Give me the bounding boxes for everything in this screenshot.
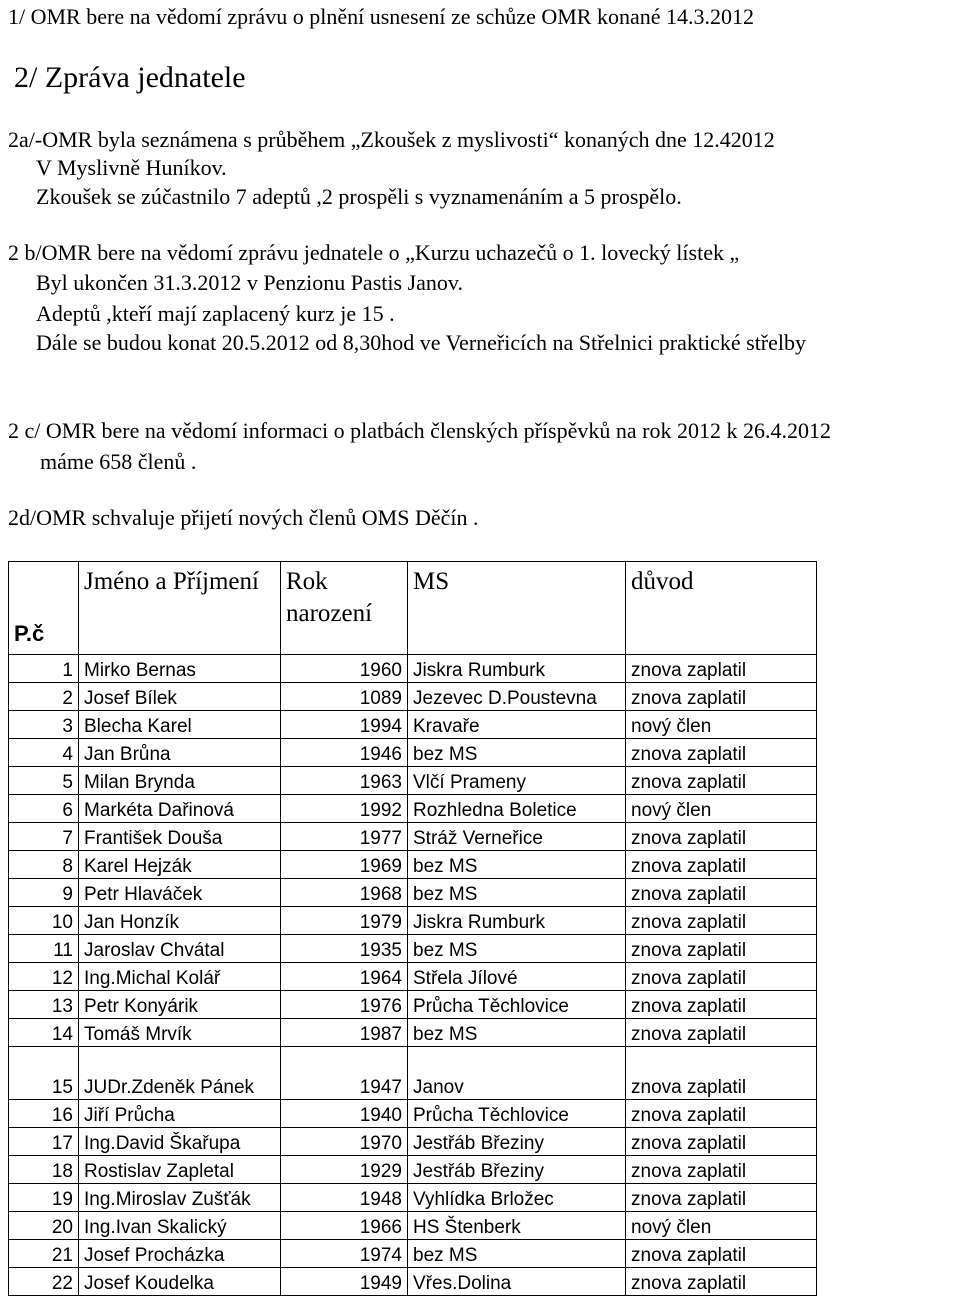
member-name: Ing.Ivan Skalický [79, 1212, 281, 1240]
member-reason: znova zaplatil [626, 823, 817, 851]
member-name: Rostislav Zapletal [79, 1156, 281, 1184]
section-2-heading: 2/ Zpráva jednatele [14, 61, 246, 94]
header-ms: MS [408, 562, 626, 655]
member-reason: nový člen [626, 1212, 817, 1240]
member-reason: znova zaplatil [626, 655, 817, 683]
row-number: 21 [9, 1240, 79, 1268]
member-reason: znova zaplatil [626, 879, 817, 907]
new-members-table [8, 561, 817, 1296]
member-name: Tomáš Mrvík [79, 1019, 281, 1047]
member-ms: bez MS [408, 1240, 626, 1268]
member-ms: bez MS [408, 935, 626, 963]
member-name: Jan Brůna [79, 739, 281, 767]
member-reason: znova zaplatil [626, 1019, 817, 1047]
member-ms: Kravaře [408, 711, 626, 739]
member-ms: Janov [408, 1047, 626, 1100]
row-number: 22 [9, 1268, 79, 1296]
item-2c-text: 2 c/ OMR bere na vědomí informaci o platbách členských příspěvků na rok 2012 k 26.4.2012 [8, 418, 831, 443]
table-row [9, 1019, 817, 1047]
member-reason: znova zaplatil [626, 739, 817, 767]
birth-year: 1940 [281, 1100, 408, 1128]
member-reason: nový člen [626, 795, 817, 823]
table-row [9, 935, 817, 963]
row-number: 15 [9, 1047, 79, 1100]
birth-year: 1947 [281, 1047, 408, 1100]
member-name: Petr Hlaváček [79, 879, 281, 907]
item-2b-text: 2 b/OMR bere na vědomí zprávu jednatele o „Kurzu uchazečů o 1. lovecký lístek „ [8, 240, 740, 265]
table-row [9, 1100, 817, 1128]
member-ms: Jiskra Rumburk [408, 907, 626, 935]
table-row [9, 963, 817, 991]
member-name: Jiří Průcha [79, 1100, 281, 1128]
birth-year: 1960 [281, 655, 408, 683]
table-row [9, 711, 817, 739]
table-row [9, 655, 817, 683]
row-number: 12 [9, 963, 79, 991]
member-reason: znova zaplatil [626, 1268, 817, 1296]
birth-year: 1976 [281, 991, 408, 1019]
birth-year: 1970 [281, 1128, 408, 1156]
member-ms: bez MS [408, 879, 626, 907]
member-name: Ing.David Škařupa [79, 1128, 281, 1156]
birth-year: 1994 [281, 711, 408, 739]
member-ms: Jestřáb Březiny [408, 1156, 626, 1184]
member-ms: bez MS [408, 739, 626, 767]
member-reason: znova zaplatil [626, 851, 817, 879]
member-name: Josef Bílek [79, 683, 281, 711]
member-ms: bez MS [408, 1019, 626, 1047]
row-number: 18 [9, 1156, 79, 1184]
birth-year: 1948 [281, 1184, 408, 1212]
member-reason: znova zaplatil [626, 683, 817, 711]
table-row [9, 795, 817, 823]
table-header-row [9, 562, 817, 655]
table-row [9, 1156, 817, 1184]
item-2d-text: 2d/OMR schvaluje přijetí nových členů OMS Děčín . [8, 505, 479, 530]
member-reason: znova zaplatil [626, 1240, 817, 1268]
member-reason: nový člen [626, 711, 817, 739]
table-row [9, 991, 817, 1019]
birth-year: 1929 [281, 1156, 408, 1184]
member-ms: Jestřáb Březiny [408, 1128, 626, 1156]
birth-year: 1987 [281, 1019, 408, 1047]
birth-year: 1979 [281, 907, 408, 935]
table-row [9, 1240, 817, 1268]
birth-year: 1946 [281, 739, 408, 767]
item-2a-location: V Myslivně Huníkov. [36, 155, 227, 180]
member-name: Jaroslav Chvátal [79, 935, 281, 963]
table-row [9, 1212, 817, 1240]
member-ms: Rozhledna Boletice [408, 795, 626, 823]
birth-year: 1969 [281, 851, 408, 879]
member-ms: Stráž Verneřice [408, 823, 626, 851]
member-reason: znova zaplatil [626, 991, 817, 1019]
member-ms: bez MS [408, 851, 626, 879]
member-reason: znova zaplatil [626, 1184, 817, 1212]
row-number: 20 [9, 1212, 79, 1240]
member-ms: Střela Jílové [408, 963, 626, 991]
row-number: 10 [9, 907, 79, 935]
item-2b-next: Dále se budou konat 20.5.2012 od 8,30hod ve Verneřicích na Střelnici praktické střelby [36, 330, 807, 355]
member-reason: znova zaplatil [626, 1100, 817, 1128]
header-reason: důvod [626, 562, 817, 655]
birth-year: 1964 [281, 963, 408, 991]
member-reason: znova zaplatil [626, 1047, 817, 1100]
member-reason: znova zaplatil [626, 963, 817, 991]
birth-year: 1935 [281, 935, 408, 963]
table-row [9, 823, 817, 851]
header-number: P.č [9, 562, 79, 655]
item-2a-text: 2a/-OMR byla seznámena s průběhem „Zkoušek z myslivosti“ konaných dne 12.42012 [8, 127, 775, 152]
birth-year: 1974 [281, 1240, 408, 1268]
member-ms: Vyhlídka Brložec [408, 1184, 626, 1212]
row-number: 3 [9, 711, 79, 739]
item-2a-result: Zkoušek se zúčastnilo 7 adeptů ,2 prospěli s vyznamenáním a 5 prospělo. [36, 184, 682, 209]
member-ms: Vřes.Dolina [408, 1268, 626, 1296]
item-1-text: 1/ OMR bere na vědomí zprávu o plnění usnesení ze schůze OMR konané 14.3.2012 [8, 4, 754, 29]
birth-year: 1968 [281, 879, 408, 907]
table-row [9, 879, 817, 907]
member-ms: Průcha Těchlovice [408, 991, 626, 1019]
row-number: 13 [9, 991, 79, 1019]
member-reason: znova zaplatil [626, 1156, 817, 1184]
row-number: 19 [9, 1184, 79, 1212]
member-reason: znova zaplatil [626, 935, 817, 963]
row-number: 17 [9, 1128, 79, 1156]
row-number: 7 [9, 823, 79, 851]
row-number: 11 [9, 935, 79, 963]
member-name: Ing.Michal Kolář [79, 963, 281, 991]
member-name: Petr Konyárik [79, 991, 281, 1019]
row-number: 16 [9, 1100, 79, 1128]
member-reason: znova zaplatil [626, 907, 817, 935]
row-number: 4 [9, 739, 79, 767]
member-name: Josef Koudelka [79, 1268, 281, 1296]
table-row [9, 739, 817, 767]
birth-year: 1963 [281, 767, 408, 795]
table-row [9, 1128, 817, 1156]
member-name: Milan Brynda [79, 767, 281, 795]
member-ms: HS Štenberk [408, 1212, 626, 1240]
member-ms: Vlčí Prameny [408, 767, 626, 795]
row-number: 6 [9, 795, 79, 823]
table-row [9, 851, 817, 879]
item-2b-count: Adeptů ,kteří mají zaplacený kurz je 15 . [36, 301, 395, 326]
member-name: Ing.Miroslav Zušťák [79, 1184, 281, 1212]
member-reason: znova zaplatil [626, 1128, 817, 1156]
row-number: 9 [9, 879, 79, 907]
row-number: 2 [9, 683, 79, 711]
member-name: JUDr.Zdeněk Pánek [79, 1047, 281, 1100]
row-number: 8 [9, 851, 79, 879]
header-birth-year: Rok narození [281, 562, 408, 655]
row-number: 14 [9, 1019, 79, 1047]
birth-year: 1977 [281, 823, 408, 851]
table-row [9, 1268, 817, 1296]
row-number: 1 [9, 655, 79, 683]
table-row [9, 683, 817, 711]
header-name: Jméno a Příjmení [79, 562, 281, 655]
row-number: 5 [9, 767, 79, 795]
birth-year: 1966 [281, 1212, 408, 1240]
table-row [9, 1184, 817, 1212]
member-name: Markéta Dařinová [79, 795, 281, 823]
table-row [9, 767, 817, 795]
member-name: Josef Procházka [79, 1240, 281, 1268]
member-ms: Jiskra Rumburk [408, 655, 626, 683]
member-reason: znova zaplatil [626, 767, 817, 795]
member-name: Blecha Karel [79, 711, 281, 739]
member-ms: Průcha Těchlovice [408, 1100, 626, 1128]
member-name: Karel Hejzák [79, 851, 281, 879]
birth-year: 1992 [281, 795, 408, 823]
item-2b-ended: Byl ukončen 31.3.2012 v Penzionu Pastis Janov. [36, 270, 463, 295]
member-name: František Douša [79, 823, 281, 851]
table-row [9, 1047, 817, 1100]
table-row [9, 907, 817, 935]
member-name: Mirko Bernas [79, 655, 281, 683]
birth-year: 1089 [281, 683, 408, 711]
member-ms: Jezevec D.Poustevna [408, 683, 626, 711]
birth-year: 1949 [281, 1268, 408, 1296]
item-2c-members: máme 658 členů . [40, 449, 197, 474]
member-name: Jan Honzík [79, 907, 281, 935]
